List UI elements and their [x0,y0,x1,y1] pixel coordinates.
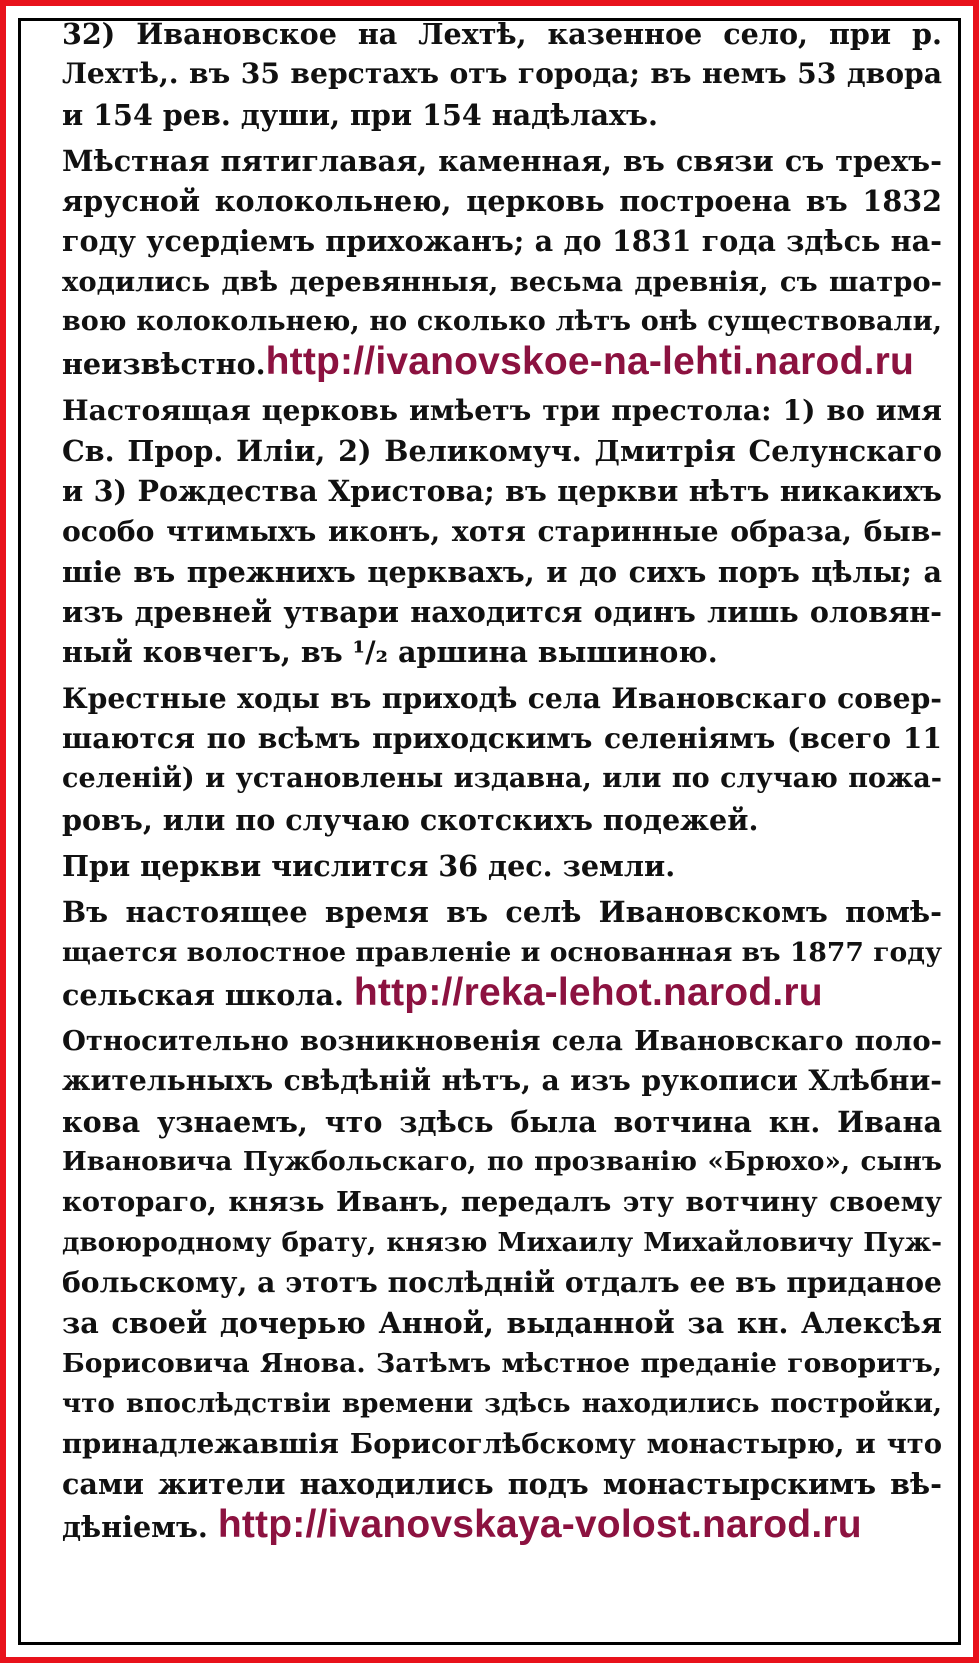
text-line: больскому, а этотъ послѣдній отдалъ ее въ приданое [62,1265,942,1299]
text-line: селеній) и установлены издавна, или по случаю пожа- [62,763,942,795]
text-line: дѣніемъ. [62,1509,208,1544]
text-line: котораго, князь Иванъ, передалъ эту вотчину своему [62,1186,942,1219]
text-line: Борисовича Янова. Затѣмъ мѣстное преданіе говоритъ, [62,1347,942,1379]
text-line: ный ковчегъ, въ ¹/₂ аршина вышиною. [62,635,718,670]
text-line: что впослѣдствіи времени здѣсь находились постройки, [62,1387,942,1419]
text-line: сами жители находились подъ монастырскимъ вѣ- [62,1467,942,1502]
text-line: неизвѣстно. [62,347,266,382]
watermark-url-1[interactable]: http://ivanovskoe-na-lehti.narod.ru [265,340,915,384]
text-line: шіе въ прежнихъ церквахъ, и до сихъ поръ цѣлы; а [62,554,942,589]
paragraph-3 [62,391,942,673]
text-line: за своей дочерью Анной, выданной за кн. Алексѣя [62,1306,942,1341]
text-line: двоюродному брату, князю Михаилу Михайловичу Пуж- [62,1226,942,1258]
text-line: жительныхъ свѣдѣній нѣтъ, а изъ рукописи Хлѣбни- [62,1064,942,1098]
paragraph-4 [62,679,942,840]
text-line-with-url [62,1502,942,1547]
text-line: вою колокольнею, но сколько лѣтъ онѣ существовали, [62,306,942,338]
watermark-url-2[interactable]: http://reka-lehot.narod.ru [353,970,823,1014]
text-line: 32) Ивановское на Лехтѣ, казенное село, при р. [62,17,942,51]
text-line: Ивановича Пужбольскаго, по прозванію «Брюхо», сынъ [62,1146,942,1178]
paragraph-1 [62,14,942,135]
text-line: ярусной колокольнею, церковь построена въ 1832 [62,184,942,219]
text-line-with-url [62,342,942,384]
text-line: кова узнаемъ, что здѣсь была вотчина кн. Ивана [62,1104,942,1139]
text-line: изъ древней утвари находится одинъ лишь оловян- [62,595,942,630]
text-line: Настоящая церковь имѣетъ три престола: 1) во имя [62,393,942,427]
text-line: Лехтѣ,. въ 35 верстахъ отъ города; въ немъ 53 двора [62,57,942,91]
text-line: Въ настоящее время въ селѣ Ивановскомъ помѣ- [62,895,942,930]
watermark-url-3[interactable]: http://ivanovskaya-volost.narod.ru [217,1502,862,1546]
text-line: Крестные ходы въ приходѣ села Ивановскаго совер- [62,681,942,715]
text-line: году усердіемъ прихожанъ; а до 1831 года здѣсь на- [62,224,942,259]
text-line: особо чтимыхъ иконъ, хотя старинные образа, быв- [62,514,942,548]
text-line: Мѣстная пятиглавая, каменная, въ связи съ трехъ- [62,143,942,178]
text-line: шаются по всѣмъ приходскимъ селеніямъ (всего 11 [62,722,942,756]
paragraph-7 [62,1021,942,1547]
text-line: ходились двѣ деревянныя, весьма древнія, съ шатро- [62,265,942,298]
text-line: Относительно возникновенія села Ивановскаго поло- [62,1025,942,1058]
text-line: и 154 рев. души, при 154 надѣлахъ. [62,97,658,132]
paragraph-5 [62,846,942,886]
text-line: и 3) Рождества Христова; въ церкви нѣтъ никакихъ [62,474,942,509]
text-line-with-url [62,970,942,1015]
text-line: принадлежавшія Борисоглѣбскому монастырю, и что [62,1428,942,1461]
paragraph-6 [62,892,942,1015]
text-line: При церкви числится 36 дес. земли. [62,848,676,883]
text-line: ровъ, или по случаю скотскихъ подежей. [62,802,759,837]
text-line: Св. Прор. Иліи, 2) Великомуч. Дмитрія Селунскаго [62,433,942,468]
text-line: сельская школа. [62,977,344,1012]
document-text [62,14,942,1553]
paragraph-2 [62,141,942,385]
text-line: щается волостное правленіе и основанная въ 1877 году [62,936,942,968]
